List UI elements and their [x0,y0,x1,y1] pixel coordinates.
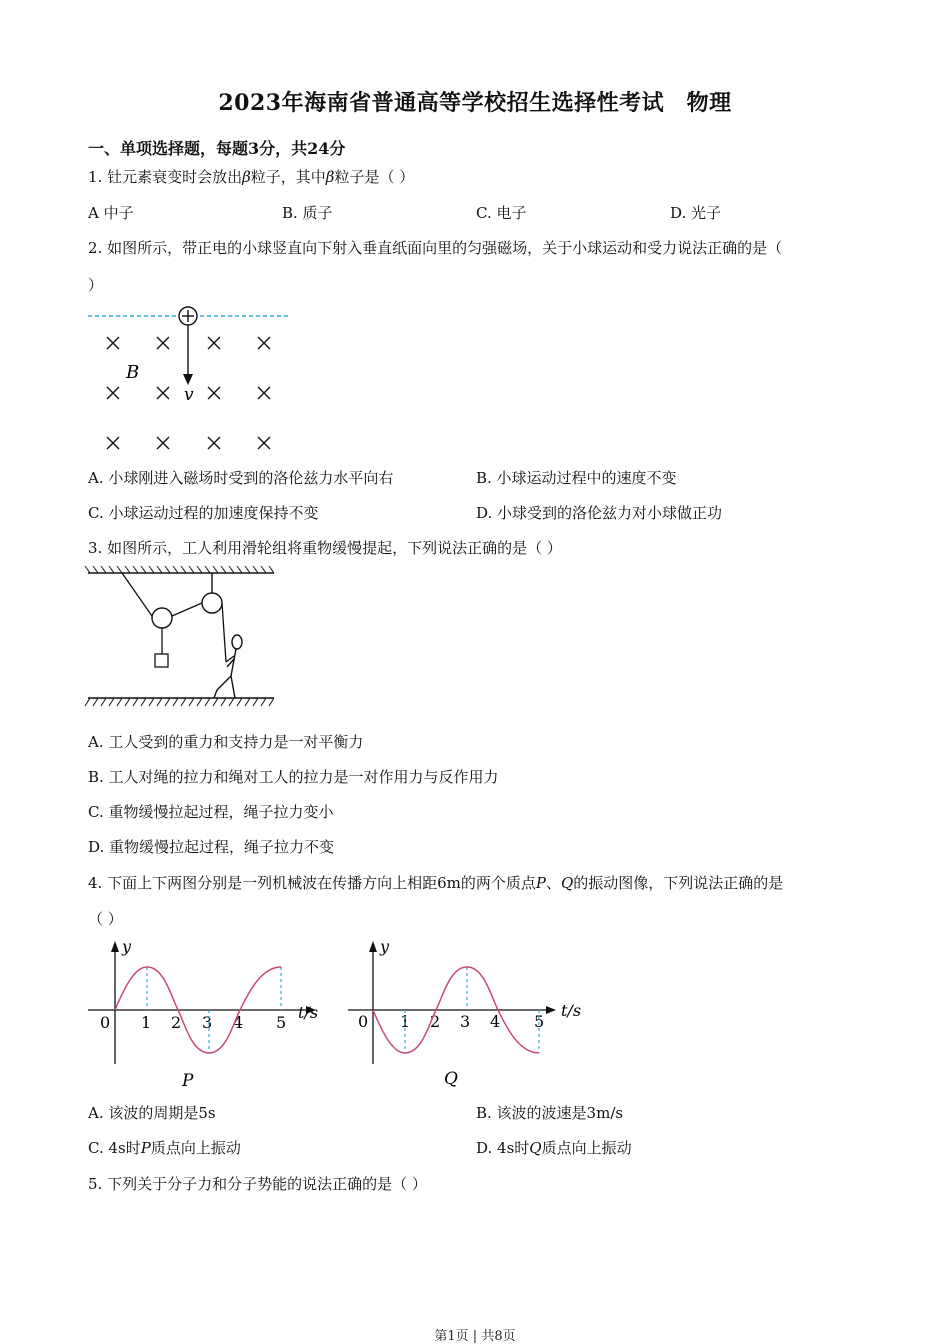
q4-option-b[interactable]: B. 该波的波速是3m/s [476,1104,624,1122]
svg-text:1: 1 [141,1013,152,1032]
q2-option-d[interactable]: D. 小球受到的洛伦兹力对小球做正功 [476,504,723,522]
q5-stem: 5. 下列关于分子力和分子势能的说法正确的是（ ） [88,1175,427,1193]
positive-charge-icon [179,307,197,325]
q4-option-d[interactable]: D. 4s时Q质点向上振动 [476,1139,632,1157]
graph-p-label: P [182,1071,194,1091]
svg-text:2: 2 [171,1013,182,1032]
q3-pulley-figure [84,564,280,710]
q3-stem: 3. 如图所示，工人利用滑轮组将重物缓慢提起，下列说法正确的是（ ） [88,539,562,557]
t-axis-label: t/s [298,1003,319,1022]
q1-option-a[interactable]: A 中子 [88,204,134,222]
q2-option-b[interactable]: B. 小球运动过程中的速度不变 [476,469,677,487]
svg-text:y: y [122,937,132,956]
q2-stem-line2: ） [88,276,104,294]
svg-text:5: 5 [534,1012,545,1031]
q1-option-d[interactable]: D. 光子 [670,204,722,222]
svg-text:4: 4 [233,1013,244,1032]
q3-option-b[interactable]: B. 工人对绳的拉力和绳对工人的拉力是一对作用力与反作用力 [88,768,499,786]
svg-text:0: 0 [100,1013,111,1032]
worker-figure-icon [214,635,242,698]
svg-text:3: 3 [460,1012,471,1031]
q3-option-a[interactable]: A. 工人受到的重力和支持力是一对平衡力 [88,733,364,751]
svg-text:4: 4 [490,1012,501,1031]
q4-stem-line2: （ ） [88,910,123,928]
q4-stem-line1: 4. 下面上下两图分别是一列机械波在传播方向上相距6m的两个质点P、Q的振动图像，下列说法正确的是 [88,874,784,892]
q1-option-b[interactable]: B. 质子 [282,204,333,222]
q2-option-c[interactable]: C. 小球运动过程的加速度保持不变 [88,504,319,522]
graph-q-label: Q [444,1069,458,1089]
svg-text:2: 2 [430,1012,441,1031]
q2-magnetic-field-figure [80,300,300,460]
svg-text:1: 1 [400,1012,411,1031]
velocity-label: v [184,385,194,405]
q1-option-c[interactable]: C. 电子 [476,204,527,222]
q2-stem-line1: 2. 如图所示，带正电的小球竖直向下射入垂直纸面向里的匀强磁场，关于小球运动和受力说法正确的是（ [88,239,783,257]
q1-stem: 1. 钍元素衰变时会放出β粒子，其中β粒子是（ ） [88,168,415,186]
movable-pulley-icon [152,608,172,628]
exam-title: 2023年海南省普通高等学校招生选择性考试 物理 [218,90,732,116]
q4-option-a[interactable]: A. 该波的周期是5s [88,1104,216,1122]
q4-vibration-graph-p [84,936,334,1096]
t-axis-label: t/s [561,1001,582,1020]
page-footer: 第1页 | 共8页 [434,1329,516,1344]
q4-vibration-graph-q [344,936,594,1096]
field-label-b: B [126,362,140,383]
q2-option-a[interactable]: A. 小球刚进入磁场时受到的洛伦兹力水平向右 [88,469,394,487]
weight-block-icon [155,654,168,667]
svg-text:3: 3 [202,1013,213,1032]
svg-text:5: 5 [276,1013,287,1032]
svg-text:y: y [380,937,390,956]
section-heading: 一、单项选择题，每题3分，共24分 [88,139,346,158]
q3-option-c[interactable]: C. 重物缓慢拉起过程，绳子拉力变小 [88,803,334,821]
fixed-pulley-icon [202,593,222,613]
svg-text:0: 0 [358,1012,369,1031]
q4-option-c[interactable]: C. 4s时P质点向上振动 [88,1139,241,1157]
q3-option-d[interactable]: D. 重物缓慢拉起过程，绳子拉力不变 [88,838,335,856]
